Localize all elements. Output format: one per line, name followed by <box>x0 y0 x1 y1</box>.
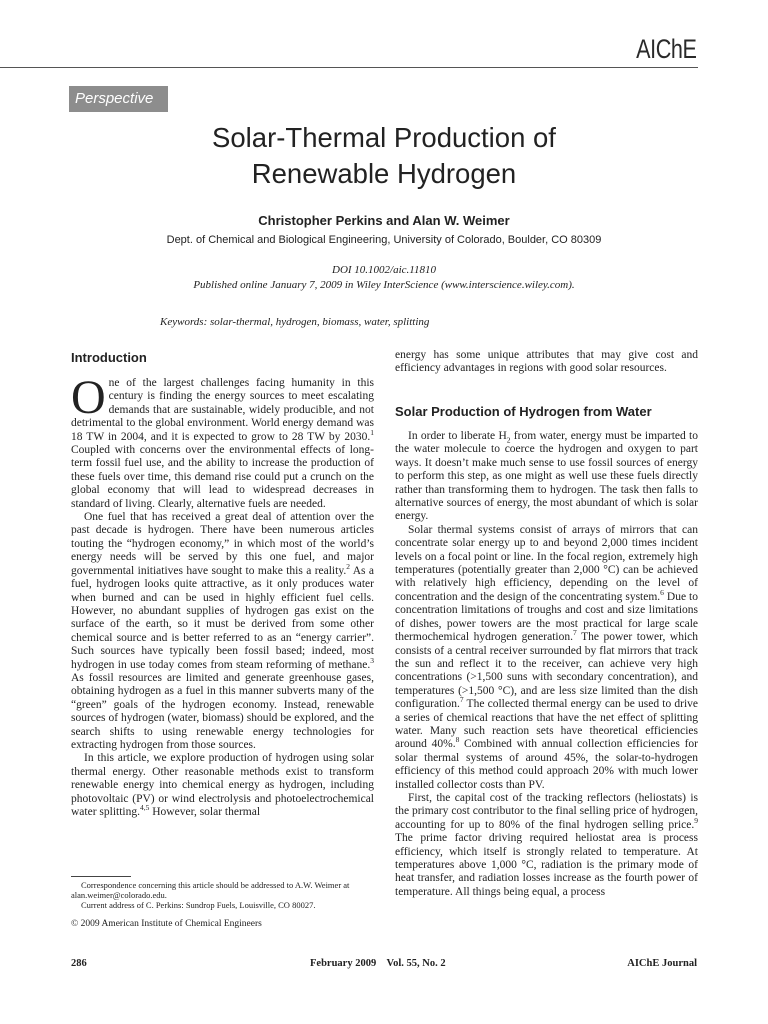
keywords: Keywords: solar-thermal, hydrogen, biomass, water, splitting <box>160 316 430 328</box>
citation: 1 <box>370 427 374 437</box>
issue-info: February 2009 Vol. 55, No. 2 <box>310 958 446 969</box>
title-line-2: Renewable Hydrogen <box>251 158 517 189</box>
section-tag: Perspective <box>69 86 168 112</box>
solar-paragraph-1 <box>395 430 698 524</box>
intro-text: As a fuel, hydrogen looks quite attractive, as it only produces water when burned and can be used in highly efficient fuel cells. However, no abundant supplies of hydrogen gas exist on the surface of the earth, so it must be derived from some other chemical source and is better referred to as an “energy carrier”. Such sources have typically been fossil based; indeed, most hydrogen in use today comes from steam reforming of methane. <box>71 564 375 671</box>
citation: 8 <box>455 735 460 745</box>
subscript: 2 <box>506 435 511 445</box>
body-text: First, the capital cost of the tracking reflectors (heliostats) is the primary cost contributor to the final selling price of hydrogen, accounting for up to 80% of the final hydrogen selling price. <box>395 791 698 831</box>
citation: 7 <box>459 695 464 705</box>
citation: 9 <box>694 815 698 825</box>
citation: 2 <box>346 561 350 571</box>
publication-info: Published online January 7, 2009 in Wiley InterScience (www.interscience.wiley.com). <box>193 279 575 291</box>
citation: 3 <box>370 655 374 665</box>
right-column <box>395 349 698 376</box>
authors: Christopher Perkins and Alan W. Weimer <box>258 213 510 228</box>
body-text: Solar thermal systems consist of arrays of mirrors that can concentrate solar energy up to and beyond 2,000 times incident levels on a focal point or line. In the focal region, extremely high temperatures (potentially greater than 2,000 °C) can be achieved with relatively high efficiency, depending on the level of concentration and the design of the concentrating system. <box>395 523 698 603</box>
intro-text: Coupled with concerns over the environmental effects of long-term fossil fuel use, and the ability to increase the production of these fuels over time, this demand rise could put a crunch on the global economy that will lead to widespread decreases in standard of living. Clearly, alternative fuels are needed. <box>71 444 374 510</box>
citation: 6 <box>660 588 664 598</box>
footnote-rule <box>71 876 131 877</box>
header-rule <box>0 67 698 68</box>
body-text: Due to concentration limitations of troughs and cost and size limitations of dishes, power towers are the most practical for large scale thermochemical hydrogen generation. <box>395 590 698 644</box>
intro-paragraph-1 <box>71 371 374 511</box>
journal-name: AIChE Journal <box>627 958 697 969</box>
body-text: Combined with annual collection efficiencies for solar thermal systems of around 45%, the solar-to-hydrogen efficiency of this method could approach 20% with much lower installed collector costs than PV. <box>395 738 698 791</box>
journal-logo: AIChE <box>636 34 697 64</box>
intro-heading: Introduction <box>71 350 147 365</box>
footnote <box>71 880 374 910</box>
article-title <box>84 120 684 192</box>
intro-paragraph-3 <box>71 752 374 819</box>
intro-text: ne of the largest challenges facing humanity in this century is finding the energy sources to meet escalating demands that are sustainable, widely producible, and not detrimental to the global environment. World energy demand was 18 TW in 2004, and it is expected to grow to 28 TW by 2030. <box>71 377 374 443</box>
body-text: In order to liberate H <box>408 430 507 442</box>
address-note: Current address of C. Perkins: Sundrop Fuels, Louisville, CO 80027. <box>81 900 316 910</box>
correspondence-note: Correspondence concerning this article should be addressed to A.W. Weimer at alan.weimer@colorado.edu. <box>71 880 350 900</box>
solar-heading: Solar Production of Hydrogen from Water <box>395 404 652 419</box>
page-number: 286 <box>71 958 87 969</box>
intro-text: In this article, we explore production of hydrogen using solar thermal energy. Other reasonable methods exist to transform renewable energy into chemical energy as hydrogen, including photovoltaic (PV) or wind electrolysis and photoelectrochemical water splitting. <box>71 752 374 818</box>
title-line-1: Solar-Thermal Production of <box>212 122 556 153</box>
solar-paragraph-3 <box>395 792 698 899</box>
doi: DOI 10.1002/aic.11810 <box>332 264 436 276</box>
body-text: The power tower, which consists of a central receiver surrounded by flat mirrors that track the sun and reflect it to the receiver, can achieve very high concentrations (>1,500 suns with secondary concentration), and temperatures (>1,500 °C), and are less size limited than the dish configuration. <box>395 631 698 711</box>
citation: 7 <box>573 628 577 638</box>
affiliation: Dept. of Chemical and Biological Engineering, University of Colorado, Boulder, CO 80309 <box>166 234 602 246</box>
intro-text: However, solar thermal <box>149 806 261 818</box>
copyright: © 2009 American Institute of Chemical Engineers <box>71 919 262 929</box>
continued-paragraph: energy has some unique attributes that may give cost and efficiency advantages in regions with good solar resources. <box>395 349 698 375</box>
body-text: from water, energy must be imparted to the water molecule to coerce the hydrogen and oxygen to part ways. It doesn’t make much sense to use fossil sources of energy to perform this step, as one might as well use these fuels directly rather than transforming them to hydrogen. The task then falls to alternative sources of energy, the most abundant of which is solar energy. <box>395 430 698 523</box>
intro-text: As fossil resources are limited and generate greenhouse gases, obtaining hydrogen as a fuel in this manner subverts many of the “green” goals of the hydrogen economy. Instead, renewable sources of hydrogen (water, biomass) should be explored, and the search shifts to using renewable energy technologies for extracting hydrogen from those sources. <box>71 671 374 751</box>
citation: 4,5 <box>140 803 150 813</box>
drop-cap: O <box>71 371 106 424</box>
solar-paragraph-2 <box>395 524 698 792</box>
solar-section <box>395 430 698 899</box>
body-text: The collected thermal energy can be used to drive a series of chemical reactions that have the net effect of splitting water. Many such reaction sets have theoretical efficiencies around 40%. <box>395 698 698 751</box>
intro-column <box>71 371 375 819</box>
intro-text: One fuel that has received a great deal of attention over the past decade is hydrogen. There have been numerous articles touting the “hydrogen economy,” in which most of the world’s energy needs will be served by this one fuel, and major governmental initiatives have sought to make this a reality. <box>71 511 374 577</box>
intro-paragraph-2 <box>71 511 374 752</box>
body-text: The prime factor driving required heliostat area is process efficiency, which itself is strongly related to temperature. At temperatures above 1,000 °C, radiation is the primary mode of heat transfer, and radiation losses increase as the fourth power of temperature. All things being equal, a process <box>395 832 698 898</box>
